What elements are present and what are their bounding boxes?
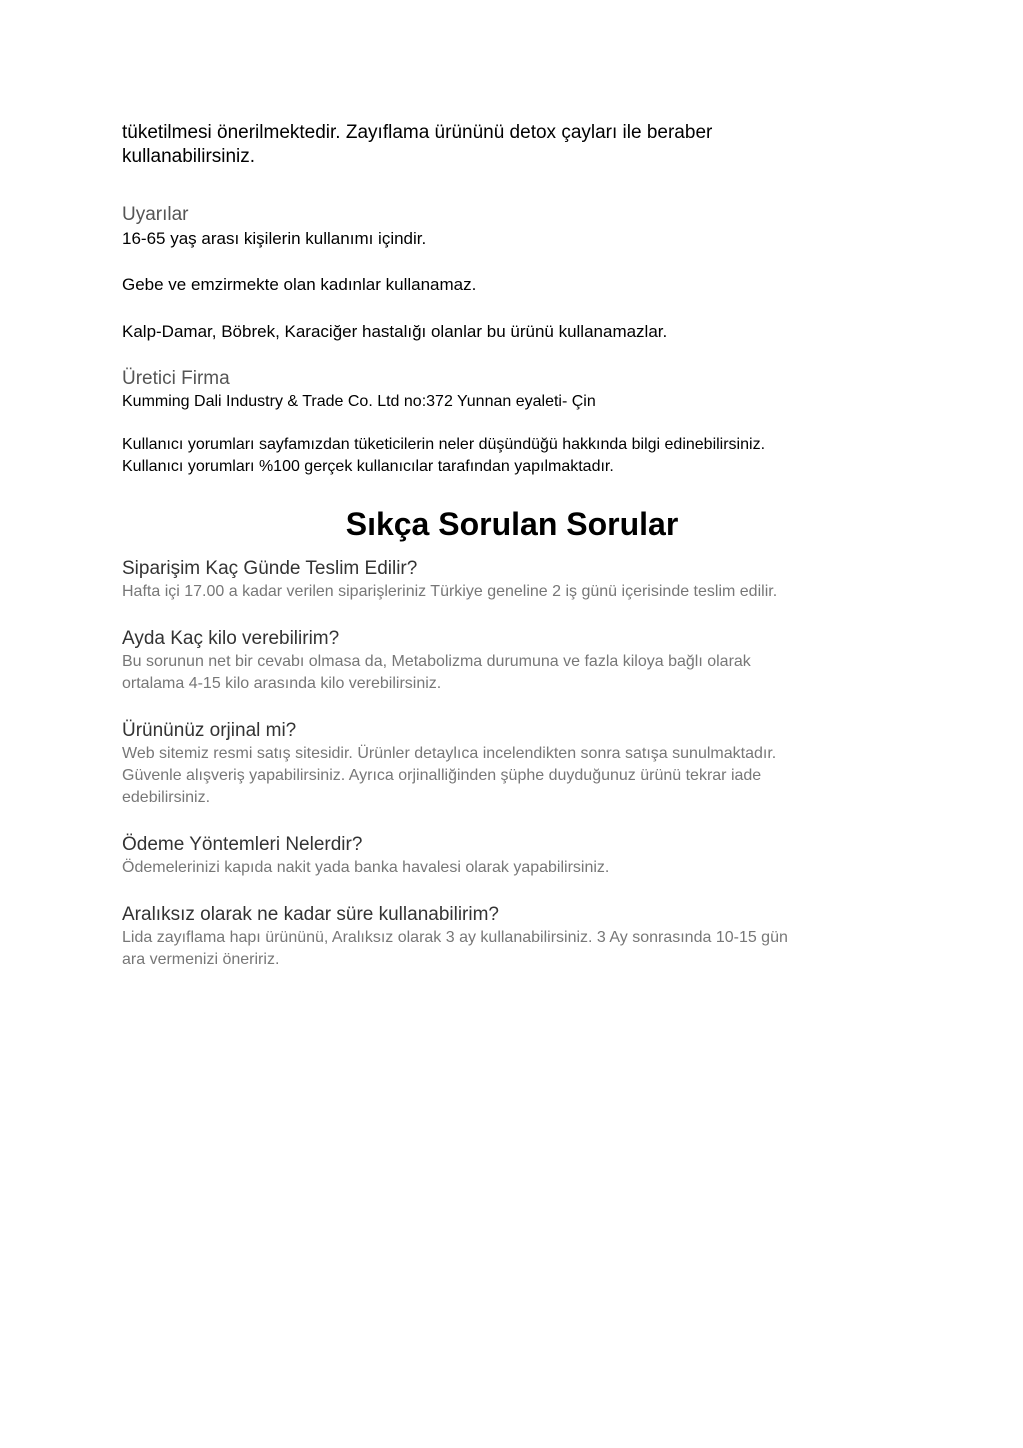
faq-question: Ürününüz orjinal mi? [122, 720, 297, 741]
faq-title: Sıkça Sorulan Sorular [345, 506, 679, 542]
faq-answer: Ödemelerinizi kapıda nakit yada banka havalesi olarak yapabilirsiniz. [122, 859, 610, 876]
faq-answer: edebilirsiniz. [122, 789, 211, 806]
faq-answer: Hafta içi 17.00 a kadar verilen siparişleriniz Türkiye geneline 2 iş günü içerisinde teslim edilir. [122, 583, 778, 600]
reviews-line: Kullanıcı yorumları %100 gerçek kullanıcılar tarafından yapılmaktadır. [122, 458, 614, 475]
intro-line: tüketilmesi önerilmektedir. Zayıflama ürününü detox çayları ile beraber [122, 122, 713, 143]
faq-answer: Lida zayıflama hapı ürününü, Aralıksız olarak 3 ay kullanabilirsiniz. 3 Ay sonrasında 10-15 gün [122, 929, 788, 946]
faq-answer: ara vermenizi öneririz. [122, 951, 280, 968]
faq-answer: Bu sorunun net bir cevabı olmasa da, Metabolizma durumuna ve fazla kiloya bağlı olarak [122, 653, 751, 670]
manufacturer-heading: Üretici Firma [122, 368, 230, 389]
faq-question: Siparişim Kaç Günde Teslim Edilir? [122, 558, 418, 579]
warning-item: Kalp-Damar, Böbrek, Karaciğer hastalığı olanlar bu ürünü kullanamazlar. [122, 322, 668, 341]
faq-question: Aralıksız olarak ne kadar süre kullanabilirim? [122, 904, 499, 925]
faq-item [122, 903, 902, 971]
reviews-line: Kullanıcı yorumları sayfamızdan tüketicilerin neler düşündüğü hakkında bilgi edinebilirsiniz. [122, 436, 766, 453]
faq-answer: Web sitemiz resmi satış sitesidir. Ürünler detaylıca incelendikten sonra satışa sunulmaktadır. [122, 745, 777, 762]
faq-item [122, 719, 902, 809]
reviews-note [122, 434, 902, 478]
warnings-heading: Uyarılar [122, 204, 189, 225]
faq-item [122, 833, 902, 879]
warning-item: Gebe ve emzirmekte olan kadınlar kullanamaz. [122, 275, 477, 294]
faq-item [122, 557, 902, 603]
faq-answer: Güvenle alışveriş yapabilirsiniz. Ayrıca orjinalliğinden şüphe duyduğunuz ürünü tekrar iade [122, 767, 762, 784]
warning-item: 16-65 yaş arası kişilerin kullanımı içindir. [122, 229, 427, 248]
intro-line: kullanabilirsiniz. [122, 146, 256, 167]
faq-answer: ortalama 4-15 kilo arasında kilo verebilirsiniz. [122, 675, 442, 692]
intro-paragraph [122, 121, 902, 169]
manufacturer-text: Kumming Dali Industry & Trade Co. Ltd no:372 Yunnan eyaleti- Çin [122, 393, 596, 410]
faq-item [122, 627, 902, 695]
warnings-section [122, 203, 902, 343]
document-page [122, 121, 902, 971]
faq-question: Ayda Kaç kilo verebilirim? [122, 628, 340, 649]
faq-question: Ödeme Yöntemleri Nelerdir? [122, 834, 363, 855]
manufacturer-section [122, 367, 902, 413]
